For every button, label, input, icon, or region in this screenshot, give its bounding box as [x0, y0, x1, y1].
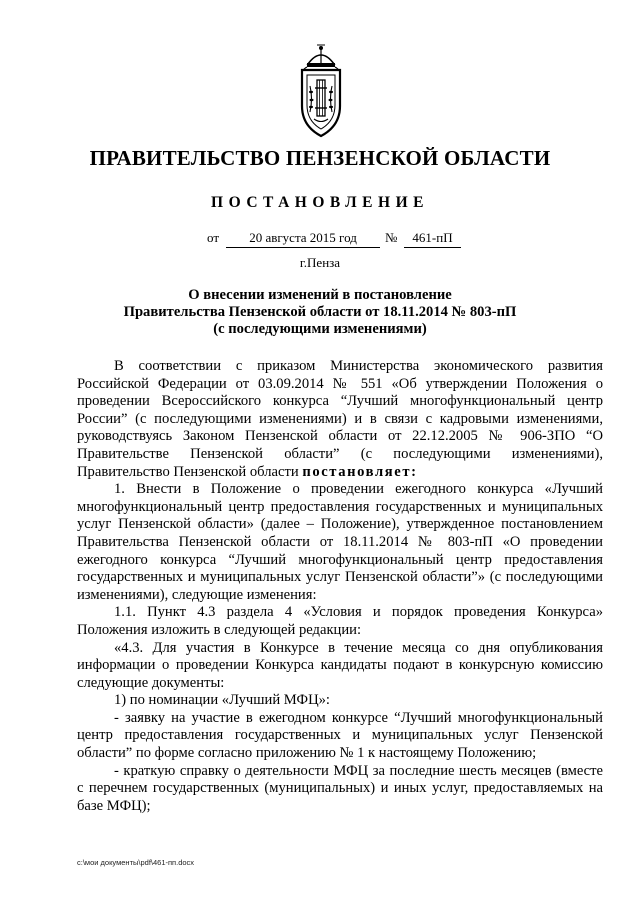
number-prefix: №	[385, 230, 398, 245]
government-title: ПРАВИТЕЛЬСТВО ПЕНЗЕНСКОЙ ОБЛАСТИ	[89, 146, 551, 170]
file-path-footer: c:\мои документы\pdf\461-пп.docx	[77, 858, 195, 867]
heading-line: О внесении изменений в постановление	[188, 287, 452, 303]
body-paragraph: 1. Внести в Положение о проведении ежегодного конкурса «Лучший многофункциональный центр предоставления государственных и муниципальных услуг Пензенской области» (далее – Положение), утвержденное постановлением Правительства Пензенской области от 18.11.2014 № 803-пП «О проведении ежегодного конкурса “Лучший многофункциональный центр предоставления государственных и муниципальных услуг Пензенской области”» (с последующими изменениями), следующие изменения:	[77, 481, 603, 603]
body-paragraph: - краткую справку о деятельности МФЦ за последние шесть месяцев (вместе с перечнем государственных (муниципальных) и иных услуг, предоставляемых на базе МФЦ);	[77, 762, 603, 814]
document-number: 461-пП	[404, 230, 461, 248]
body-paragraph: «4.3. Для участия в Конкурсе в течение месяца со дня опубликования информации о проведении Конкурса кандидаты подают в конкурсную комиссию следующие документы:	[77, 639, 603, 691]
heading-line: (с последующими изменениями)	[213, 321, 427, 337]
body-paragraph: 1) по номинации «Лучший МФЦ»:	[114, 692, 330, 709]
document-date: 20 августа 2015 год	[226, 230, 380, 248]
date-prefix: от	[207, 230, 220, 245]
body-paragraph: 1.1. Пункт 4.3 раздела 4 «Условия и порядок проведения Конкурса» Положения изложить в следующей редакции:	[77, 604, 603, 638]
document-body	[77, 358, 603, 815]
city: г.Пенза	[299, 255, 341, 270]
coat-of-arms-icon	[298, 44, 344, 138]
body-paragraph: - заявку на участие в ежегодном конкурсе “Лучший многофункциональный центр предоставления государственных и муниципальных услуг Пензенской области” по форме согласно приложению № 1 к настоящему Положению;	[77, 709, 603, 762]
document-heading	[0, 287, 640, 338]
heading-line: Правительства Пензенской области от 18.11.2014 № 803-пП	[123, 304, 517, 320]
body-paragraph	[77, 358, 603, 481]
preamble-text: В соответствии с приказом Министерства экономического развития Российской Федерации от 03.09.2014 № 551 «Об утверждении Положения о проведении Всероссийского конкурса “Лучший многофункциональный центр России” (с последующими изменениями) и в связи с кадровыми изменениями, руководствуясь Законом Пензенской области от 22.12.2005 № 906-ЗПО “О Правительстве Пензенской области” (с последующими изменениями), Правительство Пензенской области	[77, 358, 603, 480]
document-type: ПОСТАНОВЛЕНИЕ	[211, 194, 429, 211]
decree-keyword: постановляет:	[302, 463, 418, 480]
